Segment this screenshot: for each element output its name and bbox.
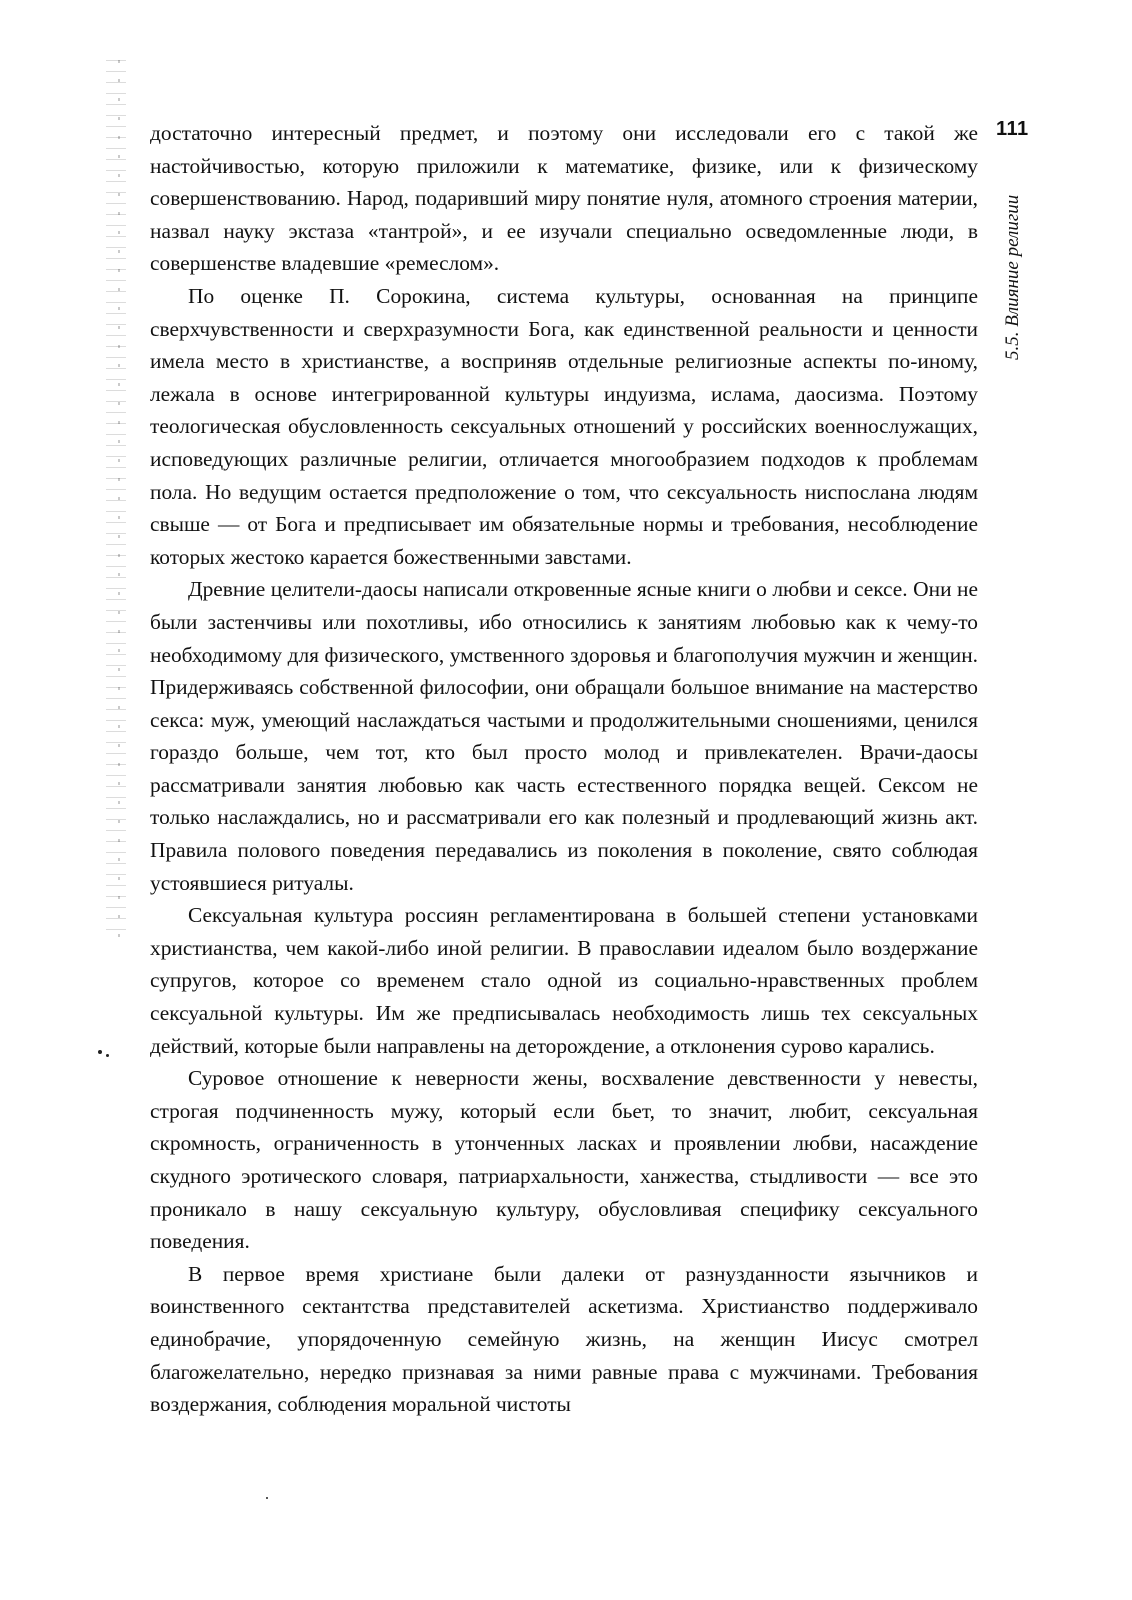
scan-speck <box>98 1050 102 1054</box>
scan-speck <box>106 1054 109 1057</box>
paragraph-3: Древние целители-даосы написали откровенные ясные книги о любви и сексе. Они не были застенчивы или похотливы, ибо относились к занятиям любовью как к чему-то необходимому для физического, умственного здоровья и благополучия мужчин и женщин. Придерживаясь собственной философии, они обращали большое внимание на мастерство секса: муж, умеющий наслаждаться частыми и продолжительными сношениями, ценился гораздо больше, чем тот, кто был просто молод и привлекателен. Врачи-даосы рассматривали занятия любовью как часть естественного порядка вещей. Сексом не только наслаждались, но и рассматривали его как полезный и продлевающий жизнь акт. Правила полового поведения передавались из поколения в поколение, свято соблюдая устоявшиеся ритуалы. <box>150 577 978 895</box>
paragraph-2: По оценке П. Сорокина, система культуры, основанная на принципе сверхчувственности и сверхразумности Бога, как единственной реальности и ценности имела место в христианстве, а восприняв отдельные религиозные аспекты по-иному, лежала в основе интегрированной культуры индуизма, ислама, даосизма. Поэтому теологическая обусловленность сексуальных отношений у российских военнослужащих, исповедующих различные религии, отличается многообразием подходов к проблемам пола. Но ведущим остается предположение о том, что сексуальность ниспослана людям свыше — от Бога и предписывает им обязательные нормы и требования, несоблюдение которых жестоко карается божественными завстами. <box>150 283 978 569</box>
page-gutter-shadow <box>106 60 126 940</box>
paragraph-4: Сексуальная культура россиян регламентирована в большей степени установками христианства, чем какой-либо иной религии. В православии идеалом было воздержание супругов, которое со временем стало одной из социально-нравственных проблем сексуальной культуры. Им же предписывалась необходимость лишь тех сексуальных действий, которые были направлены на деторождение, а отклонения сурово карались. <box>150 903 978 1058</box>
running-head: 5.5. Влияние религии <box>1002 194 1023 360</box>
paragraph-5: Суровое отношение к неверности жены, восхваление девственности у невесты, строгая подчиненность мужу, который если бьет, то значит, любит, сексуальная скромность, ограниченность в утонченных ласках и проявлении любви, насаждение скудного эротического словаря, патриархальности, ханжества, стыдливости — все это проникало в нашу сексуальную культуру, обусловливая специфику сексуального поведения. <box>150 1066 978 1254</box>
page-gutter-marks <box>118 60 120 940</box>
paragraph-6: В первое время христиане были далеки от разнузданности язычников и воинственного сектантства представителей аскетизма. Христианство поддерживало единобрачие, упорядоченную семейную жизнь, на женщин Иисус смотрел благожелательно, нередко признавая за ними равные права с мужчинами. Требования воздержания, соблюдения моральной чистоты <box>150 1261 978 1417</box>
scan-speck <box>266 1497 268 1499</box>
page-number: 111 <box>996 118 1029 140</box>
paragraph-1: достаточно интересный предмет, и поэтому они исследовали его с такой же настойчивостью, которую приложили к математике, физике, или к физическому совершенствованию. Народ, подаривший миру понятие нуля, атомного строения материи, назвал науку экстаза «тантрой», и ее изучали специально осведомленные люди, в совершенстве владевшие «ремеслом». <box>150 121 978 276</box>
body-text <box>150 117 978 1421</box>
